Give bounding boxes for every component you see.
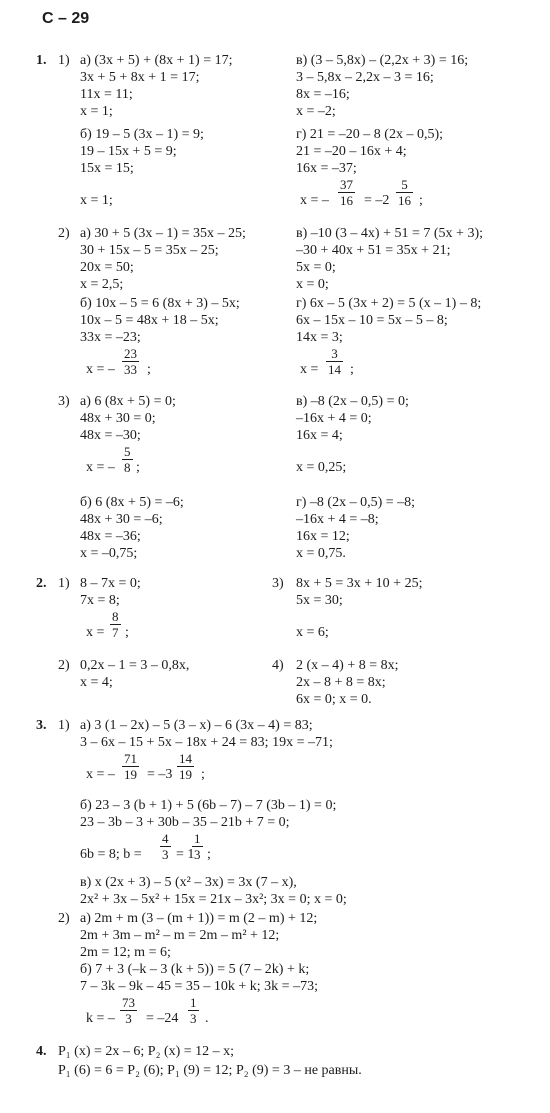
equation-line: x = 0,25; xyxy=(296,460,347,475)
numerator: 3 xyxy=(331,346,338,361)
equation-line: x = 4; xyxy=(80,675,113,690)
denominator: 16 xyxy=(398,193,411,208)
numerator: 8 xyxy=(112,609,119,624)
numerator: 14 xyxy=(179,751,192,766)
fraction xyxy=(326,346,343,377)
task-number-4: 4. xyxy=(36,1044,47,1059)
equation-line: г) –8 (2x – 0,5) = –8; xyxy=(296,495,416,510)
punctuation: ; xyxy=(125,625,129,640)
equation-line: 2 (x – 4) + 8 = 8x; xyxy=(296,658,399,673)
equation-line: = –2 xyxy=(364,193,390,208)
equation-line: 8x + 5 = 3x + 10 + 25; xyxy=(296,576,423,591)
denominator: 3 xyxy=(194,847,201,862)
equation-line: б) 19 – 5 (3x – 1) = 9; xyxy=(80,127,204,142)
equation-line: 23 – 3b – 3 + 30b – 35 – 21b + 7 = 0; xyxy=(80,815,290,830)
equation-line: б) 7 + 3 (–k – 3 (k + 5)) = 5 (7 – 2k) + k; xyxy=(80,962,310,977)
denominator: 3 xyxy=(190,1011,197,1026)
equation-line: x = xyxy=(86,625,105,640)
equation-line: x = – xyxy=(86,362,115,377)
equation-line: 19 – 15x + 5 = 9; xyxy=(80,144,177,159)
equation-line: P₁ (6) = 6 = P₂ (6); P₁ (9) = 12; P₂ (9) = 3 – не равны. xyxy=(58,1063,362,1078)
subtask-number: 2) xyxy=(58,658,70,673)
equation-line: а) 30 + 5 (3x – 1) = 35x – 25; xyxy=(80,226,246,241)
equation-line: 16x = 4; xyxy=(296,428,343,443)
punctuation: ; xyxy=(419,193,423,208)
denominator: 16 xyxy=(340,193,353,208)
fraction xyxy=(120,995,137,1026)
numerator: 37 xyxy=(340,177,353,192)
equation-line: x = 1; xyxy=(80,193,113,208)
fraction xyxy=(192,831,203,862)
fraction xyxy=(122,444,133,475)
equation-line: 6x = 0; x = 0. xyxy=(296,692,372,707)
fraction xyxy=(188,995,199,1026)
punctuation: . xyxy=(205,1011,209,1026)
equation-line: а) 6 (8x + 5) = 0; xyxy=(80,394,176,409)
numerator: 73 xyxy=(122,995,135,1010)
subtask-number: 1) xyxy=(58,576,70,591)
equation-line: 16x = –37; xyxy=(296,161,357,176)
subtask-number: 2) xyxy=(58,911,70,926)
equation-line: 48x = –36; xyxy=(80,529,141,544)
equation-line: 3x + 5 + 8x + 1 = 17; xyxy=(80,70,200,85)
equation-line: 21 = –20 – 16x + 4; xyxy=(296,144,407,159)
equation-line: –16x + 4 = –8; xyxy=(296,512,379,527)
equation-line: 2m + 3m – m² – m = 2m – m² + 12; xyxy=(80,928,280,943)
subtask-number: 3) xyxy=(58,394,70,409)
equation-line: x = 1; xyxy=(80,104,113,119)
equation-line: 7 – 3k – 9k – 45 = 35 – 10k + k; 3k = –73; xyxy=(80,979,318,994)
equation-line: 48x + 30 = 0; xyxy=(80,411,156,426)
equation-line: x = –2; xyxy=(296,104,336,119)
task-number-1: 1. xyxy=(36,53,47,68)
denominator: 8 xyxy=(124,460,131,475)
equation-line: = –24 xyxy=(146,1011,179,1026)
task-number-3: 3. xyxy=(36,718,47,733)
equation-line: 16x = 12; xyxy=(296,529,350,544)
equation-line: 11x = 11; xyxy=(80,87,133,102)
punctuation: ; xyxy=(136,460,140,475)
equation-line: в) –8 (2x – 0,5) = 0; xyxy=(296,394,409,409)
task-number-2: 2. xyxy=(36,576,47,591)
equation-line: 33x = –23; xyxy=(80,330,141,345)
equation-line: г) 6x – 5 (3x + 2) = 5 (x – 1) – 8; xyxy=(296,296,482,311)
denominator: 7 xyxy=(112,625,119,640)
equation-line: x = – xyxy=(300,193,329,208)
numerator: 5 xyxy=(124,444,131,459)
numerator: 71 xyxy=(124,751,137,766)
equation-line: в) (3 – 5,8x) – (2,2x + 3) = 16; xyxy=(296,53,469,68)
denominator: 14 xyxy=(328,362,341,377)
equation-line: в) x (2x + 3) – 5 (x² – 3x) = 3x (7 – x), xyxy=(80,875,297,890)
equation-line: 48x = –30; xyxy=(80,428,141,443)
equation-line: 20x = 50; xyxy=(80,260,134,275)
page-title: С – 29 xyxy=(42,10,90,27)
fraction xyxy=(110,609,121,640)
equation-line: 30 + 15x – 5 = 35x – 25; xyxy=(80,243,219,258)
denominator: 19 xyxy=(124,767,137,782)
denominator: 3 xyxy=(125,1011,132,1026)
equation-line: 7x = 8; xyxy=(80,593,120,608)
equation-line: 15x = 15; xyxy=(80,161,134,176)
equation-line: P₁ (x) = 2x – 6; P₂ (x) = 12 – x; xyxy=(58,1044,235,1059)
numerator: 4 xyxy=(162,831,169,846)
subtask-number: 4) xyxy=(272,658,284,673)
equation-line: x = xyxy=(300,362,319,377)
equation-line: 6b = 8; b = xyxy=(80,847,142,862)
equation-line: = 1 xyxy=(176,847,195,862)
numerator: 1 xyxy=(194,831,201,846)
equation-line: а) (3x + 5) + (8x + 1) = 17; xyxy=(80,53,233,68)
equation-line: x = –0,75; xyxy=(80,546,138,561)
equation-line: –16x + 4 = 0; xyxy=(296,411,372,426)
equation-line: 3 – 6x – 15 + 5x – 18x + 24 = 83; 19x = –71; xyxy=(80,735,333,750)
equation-line: б) 23 – 3 (b + 1) + 5 (6b – 7) – 7 (3b – 1) = 0; xyxy=(80,798,337,813)
punctuation: ; xyxy=(201,767,205,782)
equation-line: x = 0; xyxy=(296,277,329,292)
equation-line: x = – xyxy=(86,767,115,782)
equation-line: 48x + 30 = –6; xyxy=(80,512,163,527)
fraction xyxy=(396,177,413,208)
fraction xyxy=(338,177,355,208)
equation-line: 5x = 0; xyxy=(296,260,336,275)
punctuation: ; xyxy=(350,362,354,377)
numerator: 23 xyxy=(124,346,137,361)
equation-line: б) 10x – 5 = 6 (8x + 3) – 5x; xyxy=(80,296,240,311)
denominator: 3 xyxy=(162,847,169,862)
denominator: 33 xyxy=(124,362,137,377)
equation-line: 6x – 15x – 10 = 5x – 5 – 8; xyxy=(296,313,448,328)
numerator: 5 xyxy=(401,177,408,192)
equation-line: 0,2x – 1 = 3 – 0,8x, xyxy=(80,658,190,673)
punctuation: ; xyxy=(207,847,211,862)
equation-line: 3 – 5,8x – 2,2x – 3 = 16; xyxy=(296,70,434,85)
fraction xyxy=(160,831,171,862)
denominator: 19 xyxy=(179,767,192,782)
subtask-number: 2) xyxy=(58,226,70,241)
equation-line: k = – xyxy=(86,1011,115,1026)
equation-line: 8 – 7x = 0; xyxy=(80,576,141,591)
equation-line: = –3 xyxy=(147,767,173,782)
punctuation: ; xyxy=(147,362,151,377)
numerator: 1 xyxy=(190,995,197,1010)
subtask-number: 1) xyxy=(58,53,70,68)
equation-line: –30 + 40x + 51 = 35x + 21; xyxy=(296,243,451,258)
fraction xyxy=(122,346,139,377)
subtask-number: 1) xyxy=(58,718,70,733)
equation-line: а) 2m + m (3 – (m + 1)) = m (2 – m) + 12; xyxy=(80,911,318,926)
equation-line: 2x – 8 + 8 = 8x; xyxy=(296,675,386,690)
equation-line: 8x = –16; xyxy=(296,87,350,102)
equation-line: в) –10 (3 – 4x) + 51 = 7 (5x + 3); xyxy=(296,226,483,241)
equation-line: x = 0,75. xyxy=(296,546,346,561)
fraction xyxy=(122,751,139,782)
equation-line: x = – xyxy=(86,460,115,475)
subtask-number: 3) xyxy=(272,576,284,591)
fraction xyxy=(177,751,194,782)
equation-line: б) 6 (8x + 5) = –6; xyxy=(80,495,184,510)
equation-line: x = 6; xyxy=(296,625,329,640)
equation-line: 2m = 12; m = 6; xyxy=(80,945,171,960)
equation-line: x = 2,5; xyxy=(80,277,124,292)
equation-line: 2x² + 3x – 5x² + 15x = 21x – 3x²; 3x = 0; x = 0; xyxy=(80,892,347,907)
equation-line: 14x = 3; xyxy=(296,330,343,345)
equation-line: г) 21 = –20 – 8 (2x – 0,5); xyxy=(296,127,444,142)
equation-line: а) 3 (1 – 2x) – 5 (3 – x) – 6 (3x – 4) = 83; xyxy=(80,718,313,733)
equation-line: 10x – 5 = 48x + 18 – 5x; xyxy=(80,313,219,328)
equation-line: 5x = 30; xyxy=(296,593,343,608)
